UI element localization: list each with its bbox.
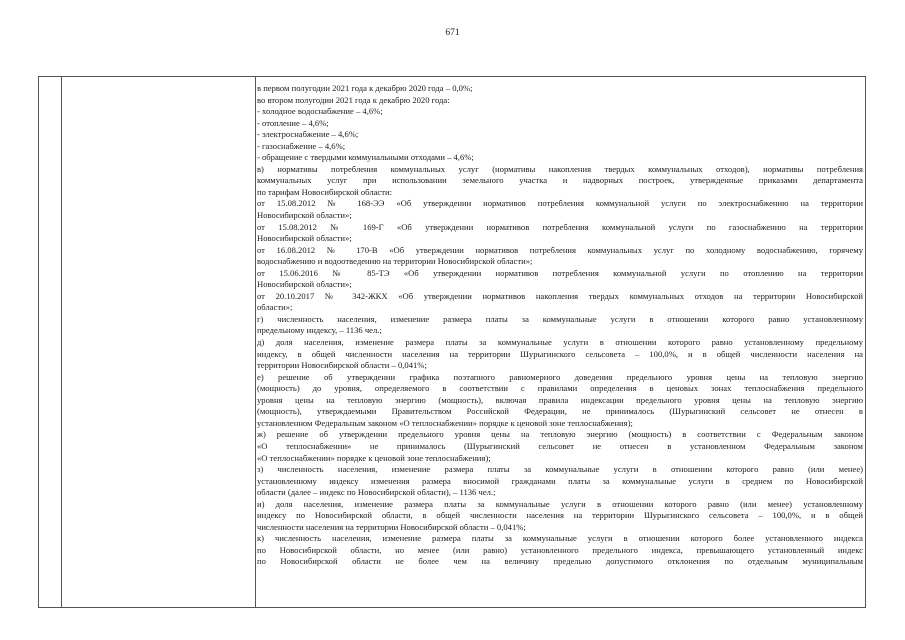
text-line: ж) решение об утверждении предельного уровня цены на тепловую энергию (мощность) в соответствии с Федеральным законом	[257, 429, 863, 440]
text-line: индексу, в общей численности населения на территории Шурыгинского сельсовета – 100,0%, и в общей численности населения на	[257, 348, 863, 359]
text-line: к) численность населения, изменение размера платы за коммунальные услуги в отношении которого более установленного индекса	[257, 533, 863, 544]
text-line: Новосибирской области»;	[257, 279, 352, 290]
text-line: от 15.08.2012 № 169-Г «Об утверждении нормативов потребления коммунальной услуги по газоснабжению на территории	[257, 221, 863, 232]
text-line: (мощность), утверждаемыми Правительством Российской Федерации, не принималось (Шурыгинский сельсовет не отнесен в	[257, 406, 863, 417]
text-line: и) доля населения, изменение размера платы за коммунальные услуги в отношении которого равно (или менее) установленному	[257, 498, 863, 509]
text-line: по тарифам Новосибирской области:	[257, 186, 392, 197]
text-line: численности населения на территории Новосибирской области – 0,041%;	[257, 521, 526, 532]
text-line: - газоснабжение – 4,6%;	[257, 140, 346, 151]
text-line: области (далее – индекс по Новосибирской области), – 1136 чел.;	[257, 487, 496, 498]
text-line: индексу по Новосибирской области, в общей численности населения на территории Шурыгинского сельсовета – 100,0%, и в общей	[257, 510, 863, 521]
column-divider	[61, 77, 62, 607]
page-number: 671	[445, 28, 460, 38]
text-line: з) численность населения, изменение размера платы за коммунальные услуги в отношении которого равно (или менее)	[257, 464, 863, 475]
text-line: д) доля населения, изменение размера платы за коммунальные услуги в отношении которого равно установленному предельному	[257, 337, 863, 348]
text-line: по Новосибирской области, но менее (или равно) установленного предельного индекса, превышающего установленный индекс	[257, 544, 863, 555]
text-line: уровня цены на тепловую энергию (мощность), включая правила индексации предельного уровня цены на тепловую энергию	[257, 394, 863, 405]
text-line: водоснабжению и водоотведению на территории Новосибирской области»;	[257, 256, 533, 267]
text-line: от 20.10.2017 № 342-ЖКХ «Об утверждении нормативов накопления твердых коммунальных отходов на территории Новосибирской	[257, 290, 863, 301]
table-text-cell	[257, 83, 863, 607]
text-line: в) нормативы потребления коммунальных услуг (нормативы накопления твердых коммунальных отходов), нормативы потребления	[257, 163, 863, 174]
text-line: Новосибирской области»;	[257, 210, 352, 221]
text-line: - обращение с твердыми коммунальными отходами – 4,6%;	[257, 152, 474, 163]
text-line: территории Новосибирской области – 0,041%;	[257, 360, 427, 371]
text-line: - холодное водоснабжение – 4,6%;	[257, 106, 383, 117]
text-line: - отопление – 4,6%;	[257, 117, 329, 128]
text-line: от 15.06.2016 № 85-ТЭ «Об утверждении нормативов потребления коммунальной услуги по отоплению на территории	[257, 267, 863, 278]
text-line: в первом полугодии 2021 года к декабрю 2020 года – 0,0%;	[257, 83, 473, 93]
text-line: установленному индексу изменения размера вносимой гражданами платы за коммунальные услуги в среднем по Новосибирской	[257, 475, 863, 486]
text-line: г) численность населения, изменение размера платы за коммунальные услуги в отношении которого равно установленному	[257, 313, 863, 324]
text-line: «О теплоснабжении» не принималось (Шурыгинский сельсовет не отнесен в установленном Федеральным законом	[257, 440, 863, 451]
text-line: по Новосибирской области не более чем на величину предельно допустимого отклонения по отдельным муниципальным	[257, 556, 863, 567]
text-line: во втором полугодии 2021 года к декабрю 2020 года:	[257, 94, 450, 105]
text-line: установленном Федеральным законом «О теплоснабжении» порядке к ценовой зоне теплоснабжения);	[257, 417, 633, 428]
text-line: Новосибирской области»;	[257, 233, 352, 244]
text-line: «О теплоснабжении» порядке к ценовой зоне теплоснабжения);	[257, 452, 491, 463]
text-line: е) решение об утверждении графика поэтапного равномерного доведения предельного уровня цены на тепловую энергию	[257, 371, 863, 382]
text-line: от 15.08.2012 № 168-ЭЭ «Об утверждении нормативов потребления коммунальной услуги по электроснабжению на территории	[257, 198, 863, 209]
document-table	[38, 76, 866, 608]
text-line: от 16.08.2012 № 170-В «Об утверждении нормативов потребления коммунальных услуг по холодному водоснабжению, горячему	[257, 244, 863, 255]
text-line: - электроснабжение – 4,6%;	[257, 129, 359, 140]
text-line: (мощность) до уровня, определяемого в соответствии с правилами определения в ценовых зонах теплоснабжения предельного	[257, 383, 863, 394]
column-divider	[255, 77, 256, 607]
text-line: предельному индексу, – 1136 чел.;	[257, 325, 382, 336]
text-line: области»;	[257, 302, 293, 313]
text-line: коммунальных услуг при использовании земельного участка и надворных построек, утвержденные приказами департамента	[257, 175, 863, 186]
